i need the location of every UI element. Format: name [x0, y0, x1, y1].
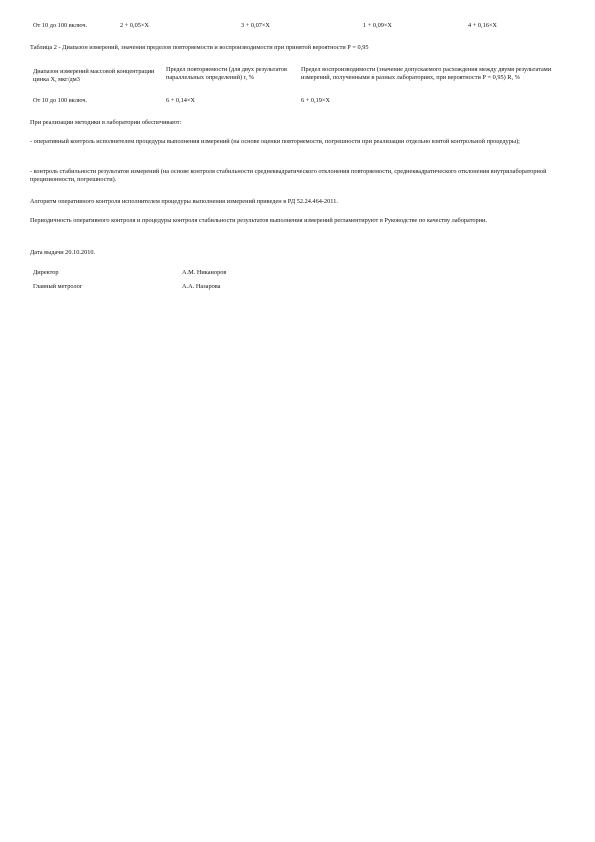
table2-header-range: Диапазон измерений массовой концентрации цинка X, мкг/дм3: [33, 68, 155, 83]
table1-formula-4: 4 + 0,16×X: [468, 22, 497, 29]
signature-role-director: Директор: [33, 269, 59, 276]
paragraph-bullet-stability: - контроль стабильности результатов измерений (на основе контроля стабильности среднеквадратического отклонения повторяемости, среднеквадратического отклонения внутрилабораторной прецизионности, погрешности).: [30, 168, 547, 183]
issue-date: Дата выдачи 20.10.2010.: [30, 249, 96, 256]
table2-range-cell: От 10 до 100 включ.: [33, 97, 88, 104]
paragraph-bullet-operational: - оперативный контроль исполнителем процедуры выполнения измерений (на основе оценки повторяемости, погрешности при реализации отдельно взятой контрольной процедуры);: [30, 138, 520, 145]
table1-formula-3: 1 + 0,09×X: [363, 22, 392, 29]
table2-caption: Таблица 2 - Диапазон измерений, значения пределов повторяемости и воспроизводимости при принятой вероятности Р = 0,95: [30, 44, 369, 51]
table1-formula-2: 3 + 0,07×X: [241, 22, 270, 29]
signature-role-metrologist: Главный метролог: [33, 283, 83, 290]
signature-name-metrologist: А.А. Назарова: [182, 283, 221, 290]
table2-repeatability-value: 6 + 0,14×X: [166, 97, 195, 104]
paragraph-algorithm: Алгоритм оперативного контроля исполнителем процедуры выполнения измерений приведен в РД 52.24.464-2011.: [30, 198, 338, 205]
paragraph-periodicity: Периодичность оперативного контроля и процедуры контроля стабильности результатов выполнения измерений регламентируют в Руководстве по качеству лаборатории.: [30, 217, 487, 224]
table2-header-repeatability: Предел повторяемости (для двух результатов параллельных определений) r, %: [166, 66, 287, 81]
signature-name-director: А.М. Никаноров: [182, 269, 227, 276]
table2-reproducibility-value: 6 + 0,19×X: [301, 97, 330, 104]
table1-range-cell: От 10 до 100 включ.: [33, 22, 88, 29]
table2-header-reproducibility: Предел воспроизводимости (значение допускаемого расхождения между двумя результатами измерений, полученными в разных лабораториях, при вероятности Р = 0,95) R, %: [301, 66, 552, 81]
paragraph-intro: При реализации методики в лаборатории обеспечивают:: [30, 119, 182, 126]
table1-formula-1: 2 + 0,05×X: [120, 22, 149, 29]
